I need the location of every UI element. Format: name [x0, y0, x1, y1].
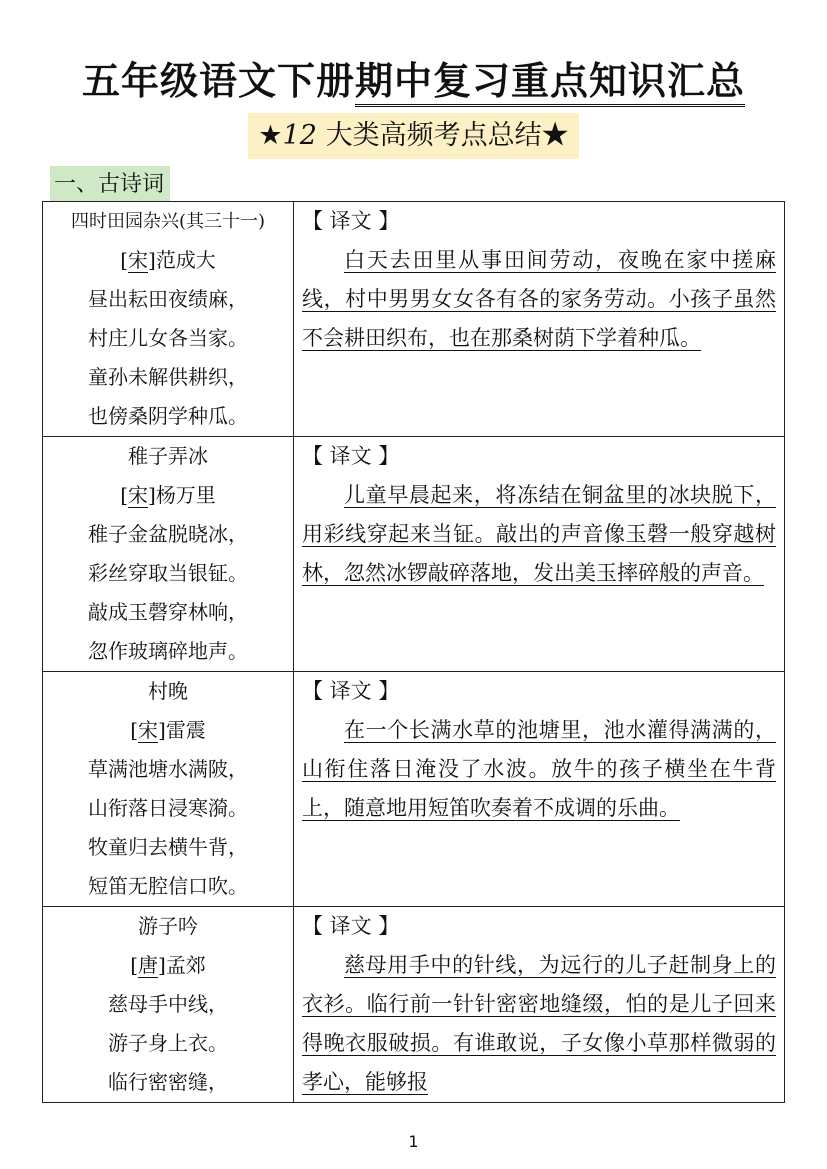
poem-line: 敲成玉磬穿林响，: [88, 600, 248, 624]
translation-tag: 【 译文 】: [302, 914, 400, 938]
poem-title: 村晚: [148, 679, 188, 703]
poem-title: 稚子弄冰: [128, 444, 208, 468]
translation-tag: 【 译文 】: [302, 444, 400, 468]
poem-cell: [43, 672, 294, 907]
poem-cell: [43, 437, 294, 672]
poem-row: [43, 437, 785, 672]
poem-author-line: [宋]雷震: [130, 718, 206, 742]
star-right-icon: ★: [541, 120, 569, 151]
author-name: 杨万里: [155, 483, 216, 507]
poem-author-line: [唐]孟郊: [130, 953, 206, 977]
poem-line: 也傍桑阴学种瓜。: [88, 404, 248, 428]
poem-table: [42, 201, 785, 1103]
author-dynasty: 宋: [128, 248, 148, 272]
translation-cell: [294, 202, 785, 437]
author-dynasty: 宋: [138, 718, 158, 742]
poem-title: 游子吟: [138, 914, 198, 938]
poem-line: 稚子金盆脱晓冰，: [88, 522, 248, 546]
translation-text: 慈母用手中的针线，为远行的儿子赶制身上的衣衫。临行前一针针密密地缝缀，怕的是儿子回来得晚衣服破损。有谁敢说，子女像小草那样微弱的孝心，能够报: [302, 953, 776, 1094]
poem-line: 游子身上衣。: [108, 1031, 228, 1055]
poem-line: 彩丝穿取当银钲。: [88, 561, 248, 585]
subtitle-number: 12: [282, 120, 317, 151]
translation-tag: 【 译文 】: [302, 209, 400, 233]
poem-line: 童孙未解供耕织，: [88, 365, 248, 389]
poem-line: 昼出耘田夜绩麻，: [88, 287, 248, 311]
poem-row: [43, 907, 785, 1103]
subtitle-banner: [248, 113, 578, 159]
translation-tag: 【 译文 】: [302, 679, 400, 703]
author-name: 雷震: [165, 718, 206, 742]
poem-line: 慈母手中线，: [108, 992, 228, 1016]
section-heading: 一、古诗词: [50, 166, 170, 202]
translation-text: 白天去田里从事田间劳动，夜晚在家中搓麻线，村中男男女女各有各的家务劳动。小孩子虽然不会耕田织布，也在那桑树荫下学着种瓜。: [302, 248, 776, 350]
translation-cell: [294, 437, 785, 672]
translation-cell: [294, 907, 785, 1103]
title-part-1: 五年级语文下册: [81, 58, 355, 103]
star-left-icon: ★: [258, 120, 283, 151]
subtitle-text: 大类高频考点总结: [316, 120, 542, 151]
translation-text: 在一个长满水草的池塘里，池水灌得满满的，山衔住落日淹没了水波。放牛的孩子横坐在牛背上，随意地用短笛吹奏着不成调的乐曲。: [302, 718, 776, 820]
poem-line: 短笛无腔信口吹。: [88, 874, 248, 898]
poem-row: [43, 672, 785, 907]
poem-title: 四时田园杂兴(其三十一): [70, 211, 266, 232]
poem-line: 牧童归去横牛背，: [88, 835, 248, 859]
poem-line: 山衔落日浸寒漪。: [88, 796, 248, 820]
poem-line: 忽作玻璃碎地声。: [88, 639, 248, 663]
page-number: 1: [408, 1132, 419, 1151]
title-part-2: 期中复习重点知识汇总: [355, 58, 745, 107]
translation-text: 儿童早晨起来，将冻结在铜盆里的冰块脱下，用彩线穿起来当钲。敲出的声音像玉磬一般穿越树林，忽然冰锣敲碎落地，发出美玉摔碎般的声音。: [302, 483, 776, 585]
author-name: 范成大: [155, 248, 216, 272]
page-title: [0, 56, 827, 106]
poem-line: 草满池塘水满陂，: [88, 757, 248, 781]
author-dynasty: 宋: [128, 483, 148, 507]
author-name: 孟郊: [165, 953, 206, 977]
poem-line: 临行密密缝，: [108, 1070, 228, 1094]
poem-cell: [43, 202, 294, 437]
subtitle-wrap: [0, 113, 827, 159]
poem-cell: [43, 907, 294, 1103]
poem-line: 村庄儿女各当家。: [88, 326, 248, 350]
poem-author-line: [宋]杨万里: [120, 483, 216, 507]
poem-row: [43, 202, 785, 437]
translation-cell: [294, 672, 785, 907]
poem-author-line: [宋]范成大: [120, 248, 216, 272]
author-dynasty: 唐: [138, 953, 158, 977]
